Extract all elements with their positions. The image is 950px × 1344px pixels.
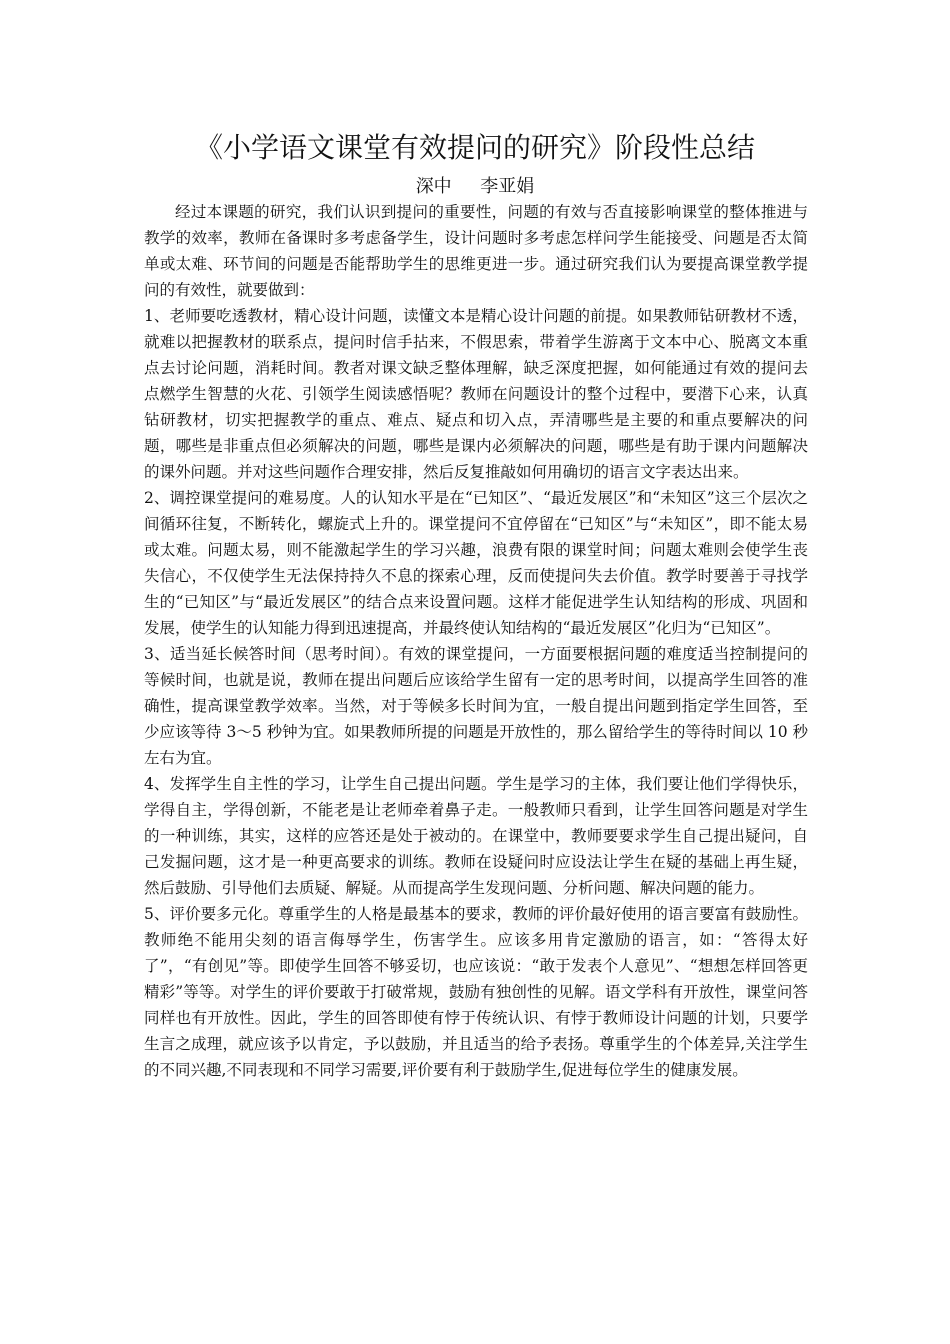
intro-paragraph: 经过本课题的研究，我们认识到提问的重要性，问题的有效与否直接影响课堂的整体推进与教学的效率，教师在备课时多考虑备学生，设计问题时多考虑怎样问学生能接受、问题是否太简单或太难、环节间的问题是否能帮助学生的思维更进一步。通过研究我们认为要提高课堂教学提问的有效性，就要做到： (144, 203, 808, 299)
paragraph-2: 2、调控课堂提问的难易度。人的认知水平是在“已知区”、“最近发展区”和“未知区”这三个层次之间循环往复，不断转化，螺旋式上升的。课堂提问不宜停留在“已知区”与“未知区”，即不能太易或太难。问题太易，则不能激起学生的学习兴趣，浪费有限的课堂时间；问题太难则会使学生丧失信心，不仅使学生无法保持持久不息的探索心理，反而使提问失去价值。教学时要善于寻找学生的“已知区”与“最近发展区”的结合点来设置问题。这样才能促进学生认知结构的形成、巩固和发展，使学生的认知能力得到迅速提高，并最终使认知结构的“最近发展区”化归为“已知区”。 (144, 489, 808, 637)
paragraph-3: 3、适当延长候答时间（思考时间）。有效的课堂提问，一方面要根据问题的难度适当控制提问的等候时间，也就是说，教师在提出问题后应该给学生留有一定的思考时间，以提高学生回答的准确性，提高课堂教学效率。当然，对于等候多长时间为宜，一般自提出问题到指定学生回答，至少应该等待 3～5 秒钟为宜。如果教师所提的问题是开放性的，那么留给学生的等待时间以 10 秒左右为宜。 (144, 645, 808, 767)
paragraph-4: 4、发挥学生自主性的学习，让学生自己提出问题。学生是学习的主体，我们要让他们学得快乐，学得自主，学得创新，不能老是让老师牵着鼻子走。一般教师只看到，让学生回答问题是对学生的一种训练，其实，这样的应答还是处于被动的。在课堂中，教师要要求学生自己提出疑问，自己发掘问题，这才是一种更高要求的训练。教师在设疑问时应设法让学生在疑的基础上再生疑，然后鼓励、引导他们去质疑、解疑。从而提高学生发现问题、分析问题、解决问题的能力。 (144, 775, 808, 897)
document-title: 《小学语文课堂有效提问的研究》阶段性总结 (194, 131, 755, 164)
document-author: 深中 李亚娟 (415, 176, 535, 197)
paragraph-5: 5、评价要多元化。尊重学生的人格是最基本的要求，教师的评价最好使用的语言要富有鼓励性。教师绝不能用尖刻的语言侮辱学生，伤害学生。应该多用肯定激励的语言，如：“答得太好了”，“有创见”等。即使学生回答不够妥切，也应该说：“敢于发表个人意见”、“想想怎样回答更精彩”等等。对学生的评价要敢于打破常规，鼓励有独创性的见解。语文学科有开放性，课堂问答同样也有开放性。因此，学生的回答即使有悖于传统认识、有悖于教师设计问题的计划，只要学生言之成理，就应该予以肯定，予以鼓励，并且适当的给予表扬。尊重学生的个体差异,关注学生的不同兴趣,不同表现和不同学习需要,评价要有利于鼓励学生,促进每位学生的健康发展。 (144, 905, 808, 1079)
paragraph-1: 1、老师要吃透教材，精心设计问题，读懂文本是精心设计问题的前提。如果教师钻研教材不透，就难以把握教材的联系点，提问时信手拈来，不假思索，带着学生游离于文本中心、脱离文本重点去讨论问题，消耗时间。教者对课文缺乏整体理解，缺乏深度把握，如何能通过有效的提问去点燃学生智慧的火花、引领学生阅读感悟呢？教师在问题设计的整个过程中，要潜下心来，认真钻研教材，切实把握教学的重点、难点、疑点和切入点，弄清哪些是主要的和重点要解决的问题，哪些是非重点但必须解决的问题，哪些是课内必须解决的问题，哪些是有助于课内问题解决的课外问题。并对这些问题作合理安排，然后反复推敲如何用确切的语言文字表达出来。 (144, 307, 808, 481)
document-body (144, 199, 808, 1083)
